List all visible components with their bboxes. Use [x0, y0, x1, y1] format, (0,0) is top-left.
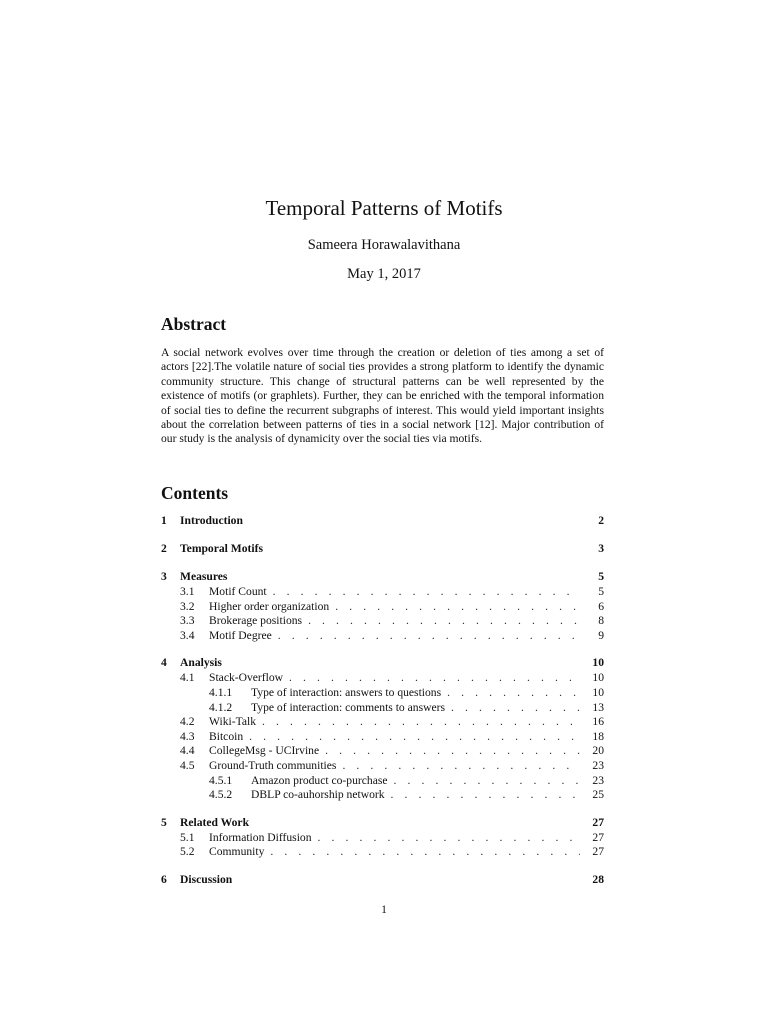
toc-subsection[interactable]	[161, 831, 604, 846]
toc-entry-title: CollegeMsg - UCIrvine	[209, 744, 320, 758]
toc-entry-number: 4.4	[180, 744, 195, 758]
toc-leader-dots	[447, 686, 580, 701]
page-number: 1	[381, 903, 387, 916]
toc-spacer	[161, 803, 604, 815]
toc-subsection[interactable]	[161, 600, 604, 615]
toc-section-number: 4	[161, 656, 167, 670]
toc-entry-number: 4.1.1	[209, 685, 233, 699]
toc-section-title: Temporal Motifs	[180, 542, 263, 555]
toc-subsubsection[interactable]	[161, 686, 604, 701]
toc-entry-title: Bitcoin	[209, 729, 244, 743]
toc-entry-page: 8	[598, 614, 604, 628]
toc-entry-page: 18	[592, 729, 604, 743]
toc-leader-dots	[318, 831, 580, 846]
toc-subsubsection[interactable]	[161, 774, 604, 789]
toc-leader-dots	[273, 585, 580, 600]
toc-spacer	[161, 643, 604, 655]
toc-section-number: 1	[161, 514, 167, 527]
paper-date: May 1, 2017	[347, 266, 421, 282]
toc-leader-dots	[308, 614, 580, 629]
abstract-heading: Abstract	[161, 314, 227, 334]
toc-section-title: Measures	[180, 570, 228, 583]
toc-subsection[interactable]	[161, 730, 604, 745]
toc-section[interactable]	[161, 513, 604, 529]
toc-section[interactable]	[161, 569, 604, 585]
toc-entry-number: 4.3	[180, 729, 195, 743]
toc-subsubsection[interactable]	[161, 788, 604, 803]
toc-subsection[interactable]	[161, 845, 604, 860]
toc-leader-dots	[391, 788, 580, 803]
toc-section-page: 28	[592, 872, 604, 886]
toc-subsection[interactable]	[161, 715, 604, 730]
toc-entry-page: 25	[592, 788, 604, 802]
toc-entry-number: 5.2	[180, 845, 195, 859]
toc-spacer	[161, 557, 604, 569]
toc-section-number: 6	[161, 872, 167, 886]
toc-subsection[interactable]	[161, 614, 604, 629]
toc-entry-page: 10	[592, 671, 604, 685]
toc-entry-number: 3.2	[180, 599, 195, 613]
toc-entry-title: Type of interaction: comments to answers	[251, 700, 445, 714]
toc-entry-page: 23	[592, 758, 604, 772]
toc-entry-title: Motif Count	[209, 585, 267, 598]
toc-leader-dots	[335, 600, 580, 615]
toc-entry-title: Higher order organization	[209, 599, 330, 613]
author-name: Sameera Horawalavithana	[307, 237, 461, 253]
toc-section-title: Related Work	[180, 815, 250, 829]
toc-entry-number: 4.5	[180, 758, 195, 772]
toc-section-page: 27	[592, 815, 604, 829]
toc-leader-dots	[262, 715, 580, 730]
paper-title: Temporal Patterns of Motifs	[265, 196, 503, 220]
toc-entry-number: 4.5.1	[209, 773, 233, 787]
toc-entry-number: 3.4	[180, 628, 195, 642]
toc-leader-dots	[249, 730, 580, 745]
toc-entry-number: 4.5.2	[209, 788, 233, 802]
toc-entry-title: Wiki-Talk	[209, 715, 257, 729]
toc-entry-title: Community	[209, 845, 265, 859]
toc-entry-page: 9	[598, 628, 604, 642]
toc-entry-title: Motif Degree	[209, 628, 272, 642]
toc-section-page: 5	[598, 570, 604, 583]
toc-section-page: 10	[592, 656, 604, 670]
toc-entry-title: Brokerage positions	[209, 614, 303, 628]
toc-leader-dots	[289, 671, 580, 686]
table-of-contents	[161, 513, 604, 888]
toc-subsection[interactable]	[161, 759, 604, 774]
toc-leader-dots	[342, 759, 580, 774]
toc-leader-dots	[325, 744, 580, 759]
toc-entry-page: 16	[592, 715, 604, 729]
toc-entry-title: Amazon product co-purchase	[251, 773, 388, 787]
toc-section-page: 2	[598, 514, 604, 527]
toc-entry-page: 27	[592, 845, 604, 859]
toc-section[interactable]	[161, 655, 604, 671]
toc-spacer	[161, 529, 604, 541]
toc-entry-number: 4.2	[180, 715, 195, 729]
contents-heading: Contents	[161, 483, 229, 503]
toc-entry-page: 23	[592, 773, 604, 787]
toc-entry-title: DBLP co-auhorship network	[251, 788, 385, 802]
toc-leader-dots	[394, 774, 581, 789]
toc-section-number: 5	[161, 815, 167, 829]
toc-subsection[interactable]	[161, 744, 604, 759]
toc-entry-number: 4.1.2	[209, 700, 233, 714]
toc-section-number: 3	[161, 570, 167, 583]
toc-subsection[interactable]	[161, 629, 604, 644]
toc-subsection[interactable]	[161, 585, 604, 600]
toc-section-number: 2	[161, 542, 167, 555]
toc-section[interactable]	[161, 815, 604, 831]
toc-entry-page: 20	[592, 744, 604, 758]
toc-entry-page: 6	[598, 599, 604, 613]
toc-spacer	[161, 860, 604, 872]
toc-leader-dots	[278, 629, 580, 644]
toc-entry-page: 10	[592, 685, 604, 699]
toc-section-title: Analysis	[180, 656, 222, 670]
toc-entry-number: 4.1	[180, 671, 195, 685]
toc-subsection[interactable]	[161, 671, 604, 686]
toc-entry-number: 3.3	[180, 614, 195, 628]
toc-entry-title: Type of interaction: answers to questions	[251, 685, 442, 699]
toc-entry-page: 13	[592, 700, 604, 714]
toc-entry-page: 27	[592, 830, 604, 844]
toc-subsubsection[interactable]	[161, 701, 604, 716]
toc-entry-number: 3.1	[180, 585, 195, 598]
toc-section[interactable]	[161, 541, 604, 557]
toc-entry-title: Information Diffusion	[209, 830, 312, 844]
toc-leader-dots	[270, 845, 580, 860]
toc-section-page: 3	[598, 542, 604, 555]
toc-entry-title: Stack-Overflow	[209, 671, 284, 685]
toc-entry-number: 5.1	[180, 830, 195, 844]
toc-section-title: Discussion	[180, 872, 233, 886]
toc-section-title: Introduction	[180, 514, 243, 527]
abstract-text: A social network evolves over time through the creation or deletion of ties among a set of actors [22].The volatile nature of social ties provides a strong platform to identify the dynamic community structure. This change of structural patterns can be well represented by the existence of motifs (or graphlets). Further, they can be enriched with the temporal information of social ties to define the recurrent subgraphs of interest. This would yield important insights about the correlation between patterns of ties in a social network [12]. Major contribution of our study is the analysis of dynamicity over the social ties via motifs.	[161, 346, 604, 446]
toc-entry-page: 5	[598, 585, 604, 598]
toc-leader-dots	[451, 701, 580, 716]
toc-entry-title: Ground-Truth communities	[209, 758, 337, 772]
toc-section[interactable]	[161, 872, 604, 888]
